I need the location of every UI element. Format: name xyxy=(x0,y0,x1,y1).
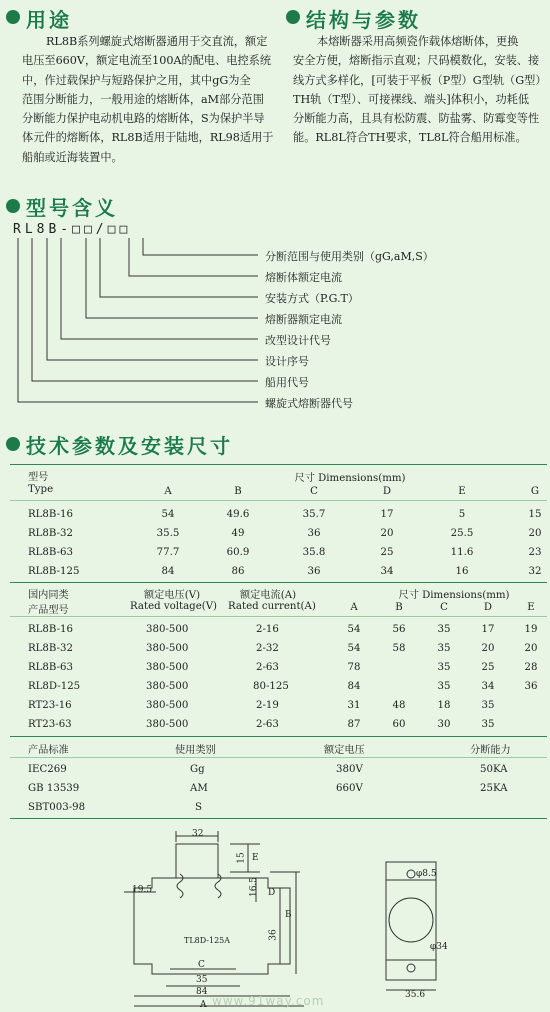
table-cell: 2-63 xyxy=(256,662,279,673)
table-cell: 380-500 xyxy=(146,643,189,654)
table-header-type-cn: 型号 xyxy=(28,472,49,483)
table-rule xyxy=(10,582,547,583)
legend-item: 熔断体额定电流 xyxy=(265,271,342,284)
structure-heading: 结构与参数 xyxy=(306,8,421,32)
table-cell: 49 xyxy=(231,528,245,539)
table-header-type-en: Type xyxy=(28,484,54,495)
table-header-model: 产品型号 xyxy=(28,605,69,616)
table-cell: GB 13539 xyxy=(28,783,80,794)
table-cell: 17 xyxy=(481,624,495,635)
table-row-model: RL8B-63 xyxy=(28,547,73,558)
table-cell: 35 xyxy=(437,662,451,673)
dim-label: 15 xyxy=(236,852,247,864)
dim-label: E xyxy=(252,853,259,863)
table-col-header: C xyxy=(310,486,318,497)
table-row-model: RT23-63 xyxy=(28,719,72,730)
table-rule xyxy=(10,464,547,465)
table-cell: 60.9 xyxy=(226,547,250,558)
table-cell: 35 xyxy=(437,624,451,635)
table-cell: 2-32 xyxy=(256,643,279,654)
table-col-header: B xyxy=(395,602,403,613)
table-cell: 380-500 xyxy=(146,662,189,673)
table-header-voltage: 额定电压 xyxy=(324,745,365,756)
table-cell: 36 xyxy=(524,681,538,692)
table-row-model: RL8B-125 xyxy=(28,566,80,577)
usage-line: 范围分断能力，一般用途的熔断体，aM部分范围 xyxy=(22,92,264,106)
table-cell: 660V xyxy=(336,783,363,794)
legend-item: 改型设计代号 xyxy=(265,334,331,347)
table-cell: 56 xyxy=(392,624,406,635)
dim-label: C xyxy=(198,960,205,970)
table-cell: 58 xyxy=(392,643,406,654)
usage-line: 中，作过载保护与短路保护之用，其中gG为全 xyxy=(22,73,251,87)
table-cell: 86 xyxy=(231,566,245,577)
model-code: RL8B-□□/□□ xyxy=(13,222,132,237)
table-cell: S xyxy=(195,802,202,813)
table-row-model: RT23-16 xyxy=(28,700,72,711)
table-header-dimensions: 尺寸 Dimensions(mm) xyxy=(294,473,406,484)
table-header-category: 使用类别 xyxy=(175,745,216,756)
structure-line: TH轨（T型）、可接裸线、端头]体积小，功耗低 xyxy=(293,92,530,106)
table-cell: IEC269 xyxy=(28,764,67,775)
table-row-model: RL8D-125 xyxy=(28,681,81,692)
table-rule xyxy=(10,736,547,737)
dim-label: 19.5 xyxy=(132,885,153,895)
table-cell: 35 xyxy=(481,700,495,711)
table-col-header: B xyxy=(234,486,242,497)
table-cell: 15 xyxy=(528,509,542,520)
usage-line: 分断能力保护电动机电路的熔断体，S为保护半导 xyxy=(22,112,265,126)
table-row-model: RL8B-32 xyxy=(28,643,73,654)
table-cell: 17 xyxy=(380,509,394,520)
dim-label: 84 xyxy=(196,987,208,997)
tech-heading: 技术参数及安装尺寸 xyxy=(26,434,233,458)
structure-line: 本熔断器采用高频瓷作载体熔断体，更换 xyxy=(317,35,519,48)
table-cell: 25KA xyxy=(480,783,508,794)
table-cell: 35 xyxy=(481,719,495,730)
legend-item: 安装方式（P.G.T） xyxy=(265,292,359,305)
dim-label: φ8.5 xyxy=(416,869,437,879)
table-cell: 32 xyxy=(528,566,542,577)
table-cell: 20 xyxy=(380,528,394,539)
table-cell: 87 xyxy=(347,719,361,730)
table-cell: 54 xyxy=(347,643,361,654)
usage-heading: 用途 xyxy=(26,8,72,32)
table-cell: 11.6 xyxy=(450,547,474,558)
table-cell: 36 xyxy=(307,528,321,539)
structure-line: 线方式多样化，[可装于平板（P型）G型轨（G型） xyxy=(293,73,547,87)
dim-label: 36 xyxy=(268,929,279,941)
product-label: TL8D-125A xyxy=(184,936,231,945)
table-cell: 380-500 xyxy=(146,624,189,635)
table-col-header: G xyxy=(530,486,540,497)
table-row-model: RL8B-32 xyxy=(28,528,73,539)
table-cell: 80-125 xyxy=(253,681,289,692)
table-cell: 50KA xyxy=(480,764,508,775)
table-cell: 23 xyxy=(528,547,542,558)
table-cell: 36 xyxy=(307,566,321,577)
table-col-header: A xyxy=(350,602,358,613)
dim-label: B xyxy=(285,910,292,920)
legend-item: 熔断器额定电流 xyxy=(265,313,342,326)
table-cell: 2-63 xyxy=(256,719,279,730)
table-cell: 30 xyxy=(437,719,451,730)
table-cell: 78 xyxy=(347,662,361,673)
table-cell: 35.7 xyxy=(302,509,326,520)
table-cell: 19 xyxy=(524,624,538,635)
table-rule xyxy=(10,500,547,501)
dim-label: φ34 xyxy=(430,942,448,952)
table-cell: 77.7 xyxy=(156,547,180,558)
table-cell: 20 xyxy=(528,528,542,539)
model-meaning-heading: 型号含义 xyxy=(26,196,118,220)
table-row-model: RL8B-16 xyxy=(28,624,73,635)
structure-line: 分断能力高，且具有松防震、防盐雾、防霉变等性 xyxy=(293,112,540,126)
legend-item: 螺旋式熔断器代号 xyxy=(265,397,353,410)
legend-item: 船用代号 xyxy=(265,376,309,389)
table-col-header: D xyxy=(382,486,392,497)
table-cell: 380-500 xyxy=(146,719,189,730)
table-cell: 2-19 xyxy=(256,700,279,711)
table-rule xyxy=(10,818,547,819)
table-cell: 34 xyxy=(380,566,394,577)
table-cell: 60 xyxy=(392,719,406,730)
structure-line: 安全方便，熔断指示直观；尺码模数化，安装、接 xyxy=(293,54,540,68)
table-cell: 35 xyxy=(437,681,451,692)
table-cell: 20 xyxy=(481,643,495,654)
table-cell: 25.5 xyxy=(450,528,474,539)
usage-line: RL8B系列螺旋式熔断器通用于交直流，额定 xyxy=(46,35,268,48)
table-header-standard: 产品标准 xyxy=(28,745,69,756)
table-cell: 35.8 xyxy=(302,547,326,558)
table-header-model: 国内同类 xyxy=(28,590,69,601)
table-cell: 5 xyxy=(458,509,466,520)
table-col-header: E xyxy=(527,602,535,613)
table-col-header: C xyxy=(440,602,448,613)
table-cell: 28 xyxy=(524,662,538,673)
dim-label: A xyxy=(200,1000,207,1010)
dim-label: 35.6 xyxy=(405,990,426,1000)
table-cell: 2-16 xyxy=(256,624,279,635)
table-col-header: E xyxy=(458,486,466,497)
table-header-voltage-cn: 额定电压(V) xyxy=(144,590,201,601)
table-row-model: RL8B-16 xyxy=(28,509,73,520)
table-col-header: D xyxy=(483,602,493,613)
table-cell: 380-500 xyxy=(146,700,189,711)
section-bullet-icon xyxy=(6,437,20,451)
structure-line: 能。RL8L符合TH要求，TL8L符合船用标准。 xyxy=(293,131,527,145)
usage-line: 船舶或近海装置中。 xyxy=(22,150,123,164)
table-cell: 20 xyxy=(524,643,538,654)
table-cell: SBT003-98 xyxy=(28,802,86,813)
table-row-model: RL8B-63 xyxy=(28,662,73,673)
usage-line: 体元件的熔断体，RL8B适用于陆地，RL98适用于 xyxy=(22,131,274,145)
table-cell: Gg xyxy=(190,764,205,775)
dim-label: 32 xyxy=(192,829,204,839)
table-rule xyxy=(10,616,547,617)
legend-item: 分断范围与使用类别（gG,aM,S） xyxy=(265,250,434,263)
table-cell: 18 xyxy=(437,700,451,711)
table-header-dimensions: 尺寸 Dimensions(mm) xyxy=(398,590,510,601)
table-cell: 49.6 xyxy=(226,509,250,520)
table-cell: 31 xyxy=(347,700,361,711)
table-cell: 34 xyxy=(481,681,495,692)
usage-line: 电压至660V，额定电流至100A的配电、电控系统 xyxy=(22,54,272,68)
table-cell: 25 xyxy=(380,547,394,558)
dim-label: D xyxy=(268,888,276,898)
legend-item: 设计序号 xyxy=(265,355,309,368)
table-cell: 35.5 xyxy=(156,528,180,539)
table-header-current-cn: 额定电流(A) xyxy=(240,590,297,601)
table-cell: AM xyxy=(190,783,208,794)
table-cell: 54 xyxy=(347,624,361,635)
table-cell: 25 xyxy=(481,662,495,673)
table-cell: 16 xyxy=(455,566,469,577)
watermark: www.91way.com xyxy=(212,994,325,1008)
table-cell: 84 xyxy=(161,566,175,577)
table-cell: 380-500 xyxy=(146,681,189,692)
table-cell: 35 xyxy=(437,643,451,654)
table-cell: 54 xyxy=(161,509,175,520)
table-header-current-en: Rated current(A) xyxy=(228,601,316,612)
table-cell: 84 xyxy=(347,681,361,692)
table-col-header: A xyxy=(164,486,172,497)
dim-label: 35 xyxy=(196,975,208,985)
table-cell: 48 xyxy=(392,700,406,711)
table-rule xyxy=(10,757,547,758)
table-header-voltage-en: Rated voltage(V) xyxy=(130,601,218,612)
dim-label: 16.5 xyxy=(249,876,260,898)
table-header-breaking: 分断能力 xyxy=(470,745,511,756)
table-cell: 380V xyxy=(336,764,363,775)
